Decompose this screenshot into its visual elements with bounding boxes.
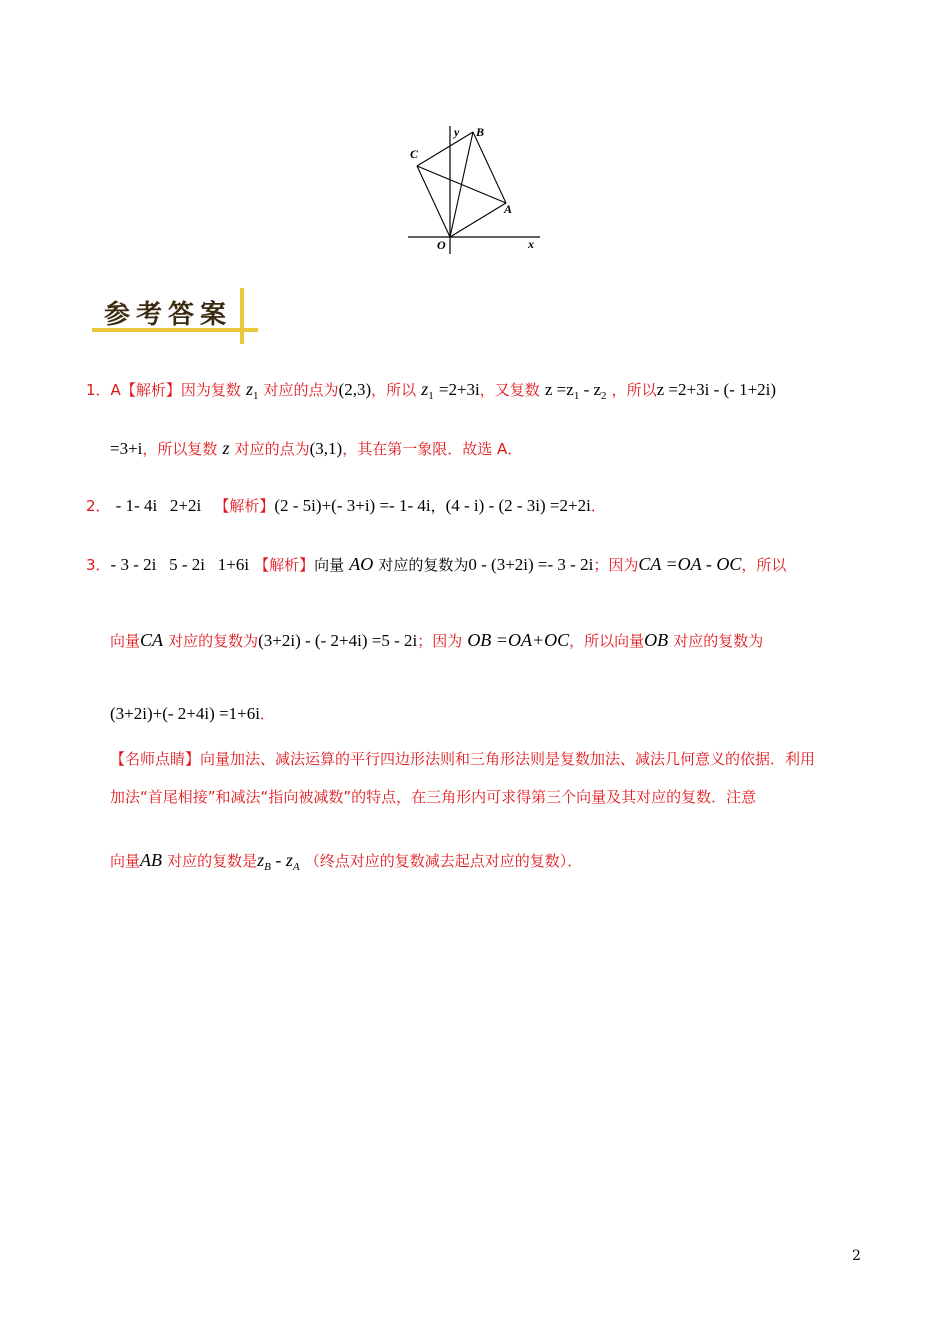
label-O: O: [437, 238, 446, 252]
q1-text: ，其在第一象限．故选 A．: [342, 440, 523, 458]
answer-banner: [88, 286, 260, 346]
q3-text: 对应的复数为: [168, 632, 259, 650]
subscript: B: [264, 861, 271, 873]
q3-text: ；因为: [593, 556, 639, 574]
vector-AB: AB: [140, 850, 163, 870]
q1-point: (2,3): [338, 380, 372, 399]
subscript: 1: [252, 390, 259, 402]
q2-line: [86, 495, 606, 517]
label-B: B: [476, 125, 485, 139]
page-number: 2: [852, 1248, 861, 1264]
q1-number: 1．A: [86, 381, 121, 399]
subscript: 1: [573, 390, 580, 402]
tip-line2: [110, 786, 756, 808]
edge-AB: [473, 132, 506, 203]
parallelogram-figure: [400, 118, 550, 258]
q3-text: ；因为: [417, 632, 463, 650]
q1-text: ，所以复数: [142, 440, 218, 458]
tip-line1: [110, 748, 815, 770]
q3-line3: [110, 703, 275, 725]
q3-number: 3．: [86, 556, 111, 574]
q2-text: ，: [430, 497, 446, 515]
label-C: C: [410, 147, 419, 161]
banner-title: 参考答案: [104, 300, 233, 330]
edge-CO: [417, 166, 450, 237]
z-var: z: [257, 850, 265, 870]
tip-line3: [110, 849, 582, 878]
q3-text: 对应的复数为: [673, 632, 764, 650]
tip-tag: 【名师点睛】: [110, 750, 201, 768]
edge-BC: [417, 132, 473, 166]
vector-equation: CA =OA - OC: [638, 554, 742, 574]
q3-math: (3+2i)+(- 2+4i) =1+6i: [110, 704, 260, 723]
q1-math: z =2+3i - (- 1+2i): [656, 380, 777, 399]
q3-text: ．: [259, 705, 275, 723]
q3-text: ，所以向量: [569, 632, 645, 650]
q2-answers: - 1- 4i 2+2i: [115, 496, 202, 515]
q1-text: ，又复数: [479, 381, 540, 399]
tip-text: 加法“首尾相接”和减法“指向被减数”的特点，在三角形内可求得第三个向量及其对应的复数．注意: [110, 788, 757, 806]
q3-line1: [86, 553, 786, 576]
q3-math: (3+2i) - (- 2+4i) =5 - 2i: [258, 631, 418, 650]
z-var: z: [222, 438, 230, 458]
label-y: y: [454, 125, 460, 139]
q2-math: (4 - i) - (2 - 3i) =2+2i: [445, 496, 591, 515]
q1-text: 因为复数: [180, 381, 241, 399]
vector-AO: AO: [349, 554, 374, 574]
q1-line1: [86, 378, 776, 407]
q1-math: =3+i: [110, 439, 143, 458]
label-A: A: [504, 202, 513, 216]
vector-equation: OB =OA+OC: [467, 630, 570, 650]
tip-text: （终点对应的复数减去起点对应的复数）．: [304, 852, 583, 870]
q2-math: (2 - 5i)+(- 3+i) =- 1- 4i: [274, 496, 431, 515]
z-var: z: [245, 379, 253, 399]
q3-text: 向量: [110, 632, 141, 650]
subscript: A: [292, 861, 300, 873]
q1-math: - z: [579, 380, 602, 399]
tip-text: 对应的复数是: [167, 852, 258, 870]
q3-text: ，所以: [741, 556, 787, 574]
q1-analysis-tag: 【解析】: [120, 381, 181, 399]
q2-number: 2．: [86, 497, 111, 515]
q1-text: ，所以: [371, 381, 417, 399]
q1-math: =2+3i: [438, 380, 480, 399]
z-var: - z: [270, 850, 293, 870]
q1-line2: [110, 437, 522, 460]
q1-text: 对应的点为: [234, 440, 310, 458]
q1-text: ，所以: [611, 381, 657, 399]
diagonal-CA: [417, 166, 506, 203]
vector-OB: OB: [644, 630, 669, 650]
subscript: 1: [428, 390, 434, 402]
edge-OA: [450, 203, 506, 237]
q3-text: 向量: [314, 556, 345, 574]
q3-analysis-tag: 【解析】: [254, 556, 315, 574]
q3-line2: [110, 629, 763, 652]
q3-math: 0 - (3+2i) =- 3 - 2i: [468, 555, 594, 574]
tip-text: 向量: [110, 852, 141, 870]
q1-point: (3,1): [309, 439, 343, 458]
q1-text: 对应的点为: [263, 381, 339, 399]
q3-text: 对应的复数为: [378, 556, 469, 574]
q1-math: z =z: [544, 380, 574, 399]
q2-text: ．: [590, 497, 606, 515]
label-x: x: [528, 237, 534, 251]
tip-text: 向量加法、减法运算的平行四边形法则和三角形法则是复数加法、减法几何意义的依据．利用: [200, 750, 816, 768]
q3-answers: - 3 - 2i 5 - 2i 1+6i: [110, 555, 250, 574]
subscript: 2: [601, 390, 607, 402]
q2-analysis-tag: 【解析】: [214, 497, 275, 515]
z-var: z: [421, 379, 429, 399]
vector-CA: CA: [140, 630, 164, 650]
